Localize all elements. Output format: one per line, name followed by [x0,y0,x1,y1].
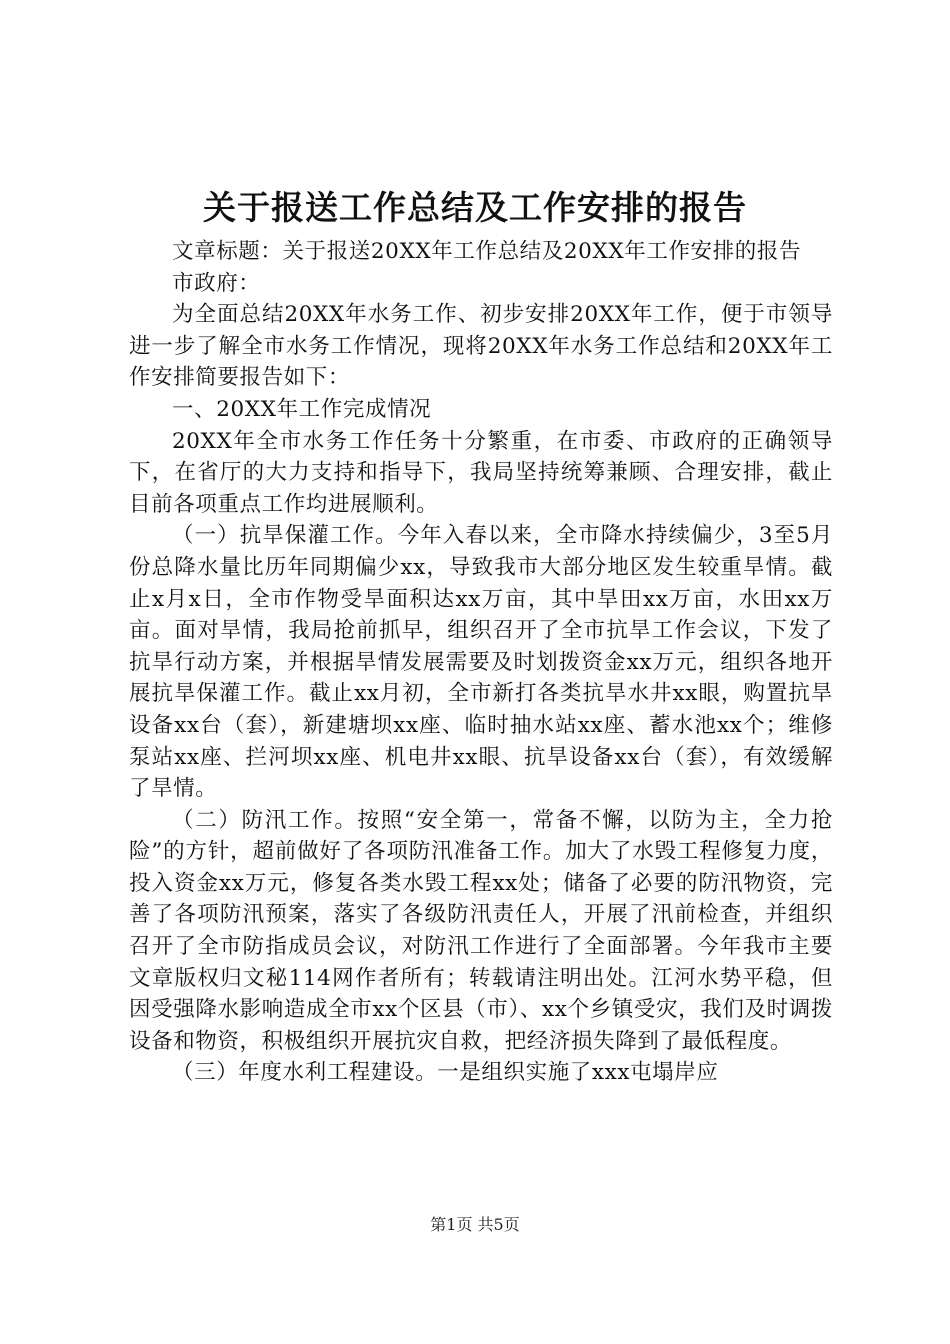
flood-paragraph: （二）防汛工作。按照“安全第一，常备不懈，以防为主，全力抢险”的方针，超前做好了各项防汛准备工作。加大了水毁工程修复力度，投入资金xx万元，修复各类水毁工程xx处；储备了必要的防汛物资，完善了各项防汛预案，落实了各级防汛责任人，开展了汛前检查，并组织召开了全市防指成员会议，对防汛工作进行了全面部署。今年我市主要文章版权归文秘114网作者所有；转载请注明出处。江河水势平稳，但因受强降水影响造成全市xx个区县（市）、xx个乡镇受灾，我们及时调拨设备和物资，积极组织开展抗灾自救，把经济损失降到了最低程度。 [129,807,833,1054]
intro-paragraph: 为全面总结20XX年水务工作、初步安排20XX年工作，便于市领导进一步了解全市水务工作情况，现将20XX年水务工作总结和20XX年工作安排简要报告如下： [129,302,833,391]
section-heading: 一、20XX年工作完成情况 [172,396,432,422]
overview-paragraph: 20XX年全市水务工作任务十分繁重，在市委、市政府的正确领导下，在省厅的大力支持和指导下，我局坚持统筹兼顾、合理安排，截止目前各项重点工作均进展顺利。 [129,428,833,517]
article-title-line: 文章标题：关于报送20XX年工作总结及20XX年工作安排的报告 [172,239,802,264]
page-footer: 第1页 共5页 [430,1215,520,1234]
document-title: 关于报送工作总结及工作安排的报告 [203,188,747,227]
construction-paragraph: （三）年度水利工程建设。一是组织实施了xxx屯塌岸应 [172,1060,719,1086]
drought-paragraph: （一）抗旱保灌工作。今年入春以来，全市降水持续偏少，3至5月份总降水量比历年同期偏少xx，导致我市大部分地区发生较重旱情。截止x月x日，全市作物受旱面积达xx万亩，其中旱田xx万亩，水田xx万亩。面对旱情，我局抢前抓早，组织召开了全市抗旱工作会议，下发了抗旱行动方案，并根据旱情发展需要及时划拨资金xx万元，组织各地开展抗旱保灌工作。截止xx月初，全市新打各类抗旱水井xx眼，购置抗旱设备xx台（套），新建塘坝xx座、临时抽水站xx座、蓄水池xx个；维修泵站xx座、拦河坝xx座、机电井xx眼、抗旱设备xx台（套），有效缓解了旱情。 [129,523,833,802]
salutation: 市政府： [172,270,261,296]
document-body [129,236,833,1089]
